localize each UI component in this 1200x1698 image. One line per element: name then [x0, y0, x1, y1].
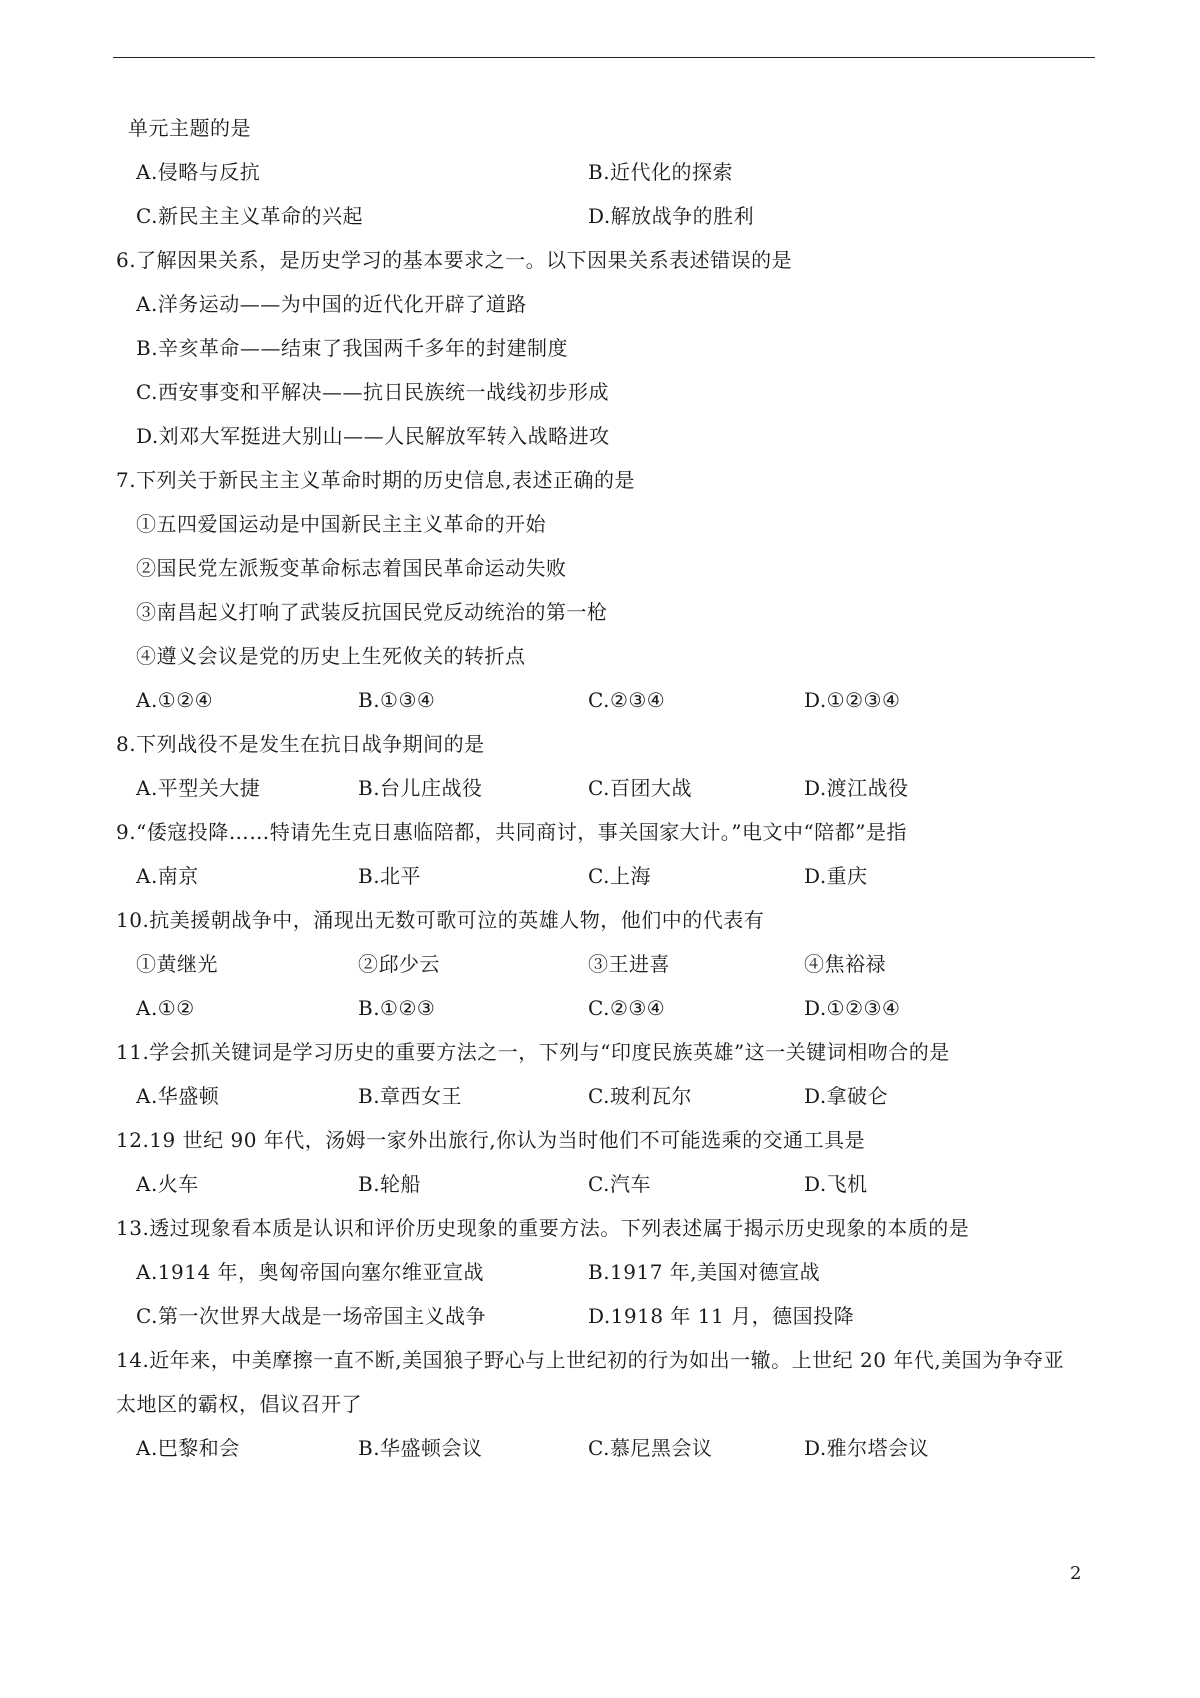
question-14-stem-line-2: 太地区的霸权，倡议召开了	[116, 1392, 362, 1416]
question-9-option-d: D.重庆	[804, 864, 868, 888]
question-10-stem: 10.抗美援朝战争中，涌现出无数可歌可泣的英雄人物，他们中的代表有	[116, 908, 765, 932]
question-6-option-c: C.西安事变和平解决——抗日民族统一战线初步形成	[136, 380, 609, 404]
question-14-option-a: A.巴黎和会	[136, 1436, 240, 1460]
question-9-option-c: C.上海	[588, 864, 651, 888]
question-7-statement-3: ③南昌起义打响了武装反抗国民党反动统治的第一枪	[136, 600, 608, 624]
question-13-option-d: D.1918 年 11 月，德国投降	[588, 1304, 855, 1328]
question-14-option-b: B.华盛顿会议	[358, 1436, 483, 1460]
question-7-option-b: B.①③④	[358, 688, 436, 712]
question-10-option-c: C.②③④	[588, 996, 666, 1020]
question-10-statement-2: ②邱少云	[358, 952, 440, 976]
question-12-option-d: D.飞机	[804, 1172, 868, 1196]
question-5-option-d: D.解放战争的胜利	[588, 204, 755, 228]
question-8-option-b: B.台儿庄战役	[358, 776, 483, 800]
question-14-option-c: C.慕尼黑会议	[588, 1436, 713, 1460]
question-6-option-d: D.刘邓大军挺进大别山——人民解放军转入战略进攻	[136, 424, 610, 448]
question-10-statement-4: ④焦裕禄	[804, 952, 886, 976]
question-5-option-b: B.近代化的探索	[588, 160, 734, 184]
question-6-stem: 6.了解因果关系，是历史学习的基本要求之一。以下因果关系表述错误的是	[116, 248, 793, 272]
question-10-statement-3: ③王进喜	[588, 952, 670, 976]
question-10-option-d: D.①②③④	[804, 996, 901, 1020]
question-5-option-c: C.新民主主义革命的兴起	[136, 204, 363, 228]
question-7-option-c: C.②③④	[588, 688, 666, 712]
question-9-option-b: B.北平	[358, 864, 422, 888]
question-12-stem: 12.19 世纪 90 年代，汤姆一家外出旅行,你认为当时他们不可能选乘的交通工具是	[116, 1128, 866, 1152]
question-10-option-a: A.①②	[136, 996, 195, 1020]
question-11-option-a: A.华盛顿	[136, 1084, 220, 1108]
question-13-option-b: B.1917 年,美国对德宣战	[588, 1260, 821, 1284]
question-6-option-a: A.洋务运动——为中国的近代化开辟了道路	[136, 292, 527, 316]
question-7-stem: 7.下列关于新民主主义革命时期的历史信息,表述正确的是	[116, 468, 635, 492]
question-14-stem-line-1: 14.近年来，中美摩擦一直不断,美国狼子野心与上世纪初的行为如出一辙。上世纪 20 年代,美国为争夺亚	[116, 1348, 1065, 1372]
question-8-stem: 8.下列战役不是发生在抗日战争期间的是	[116, 732, 485, 756]
question-8-option-c: C.百团大战	[588, 776, 692, 800]
question-5-option-a: A.侵略与反抗	[136, 160, 261, 184]
question-11-option-d: D.拿破仑	[804, 1084, 889, 1108]
question-14-option-d: D.雅尔塔会议	[804, 1436, 930, 1460]
question-7-statement-4: ④遵义会议是党的历史上生死攸关的转折点	[136, 644, 526, 668]
question-11-option-c: C.玻利瓦尔	[588, 1084, 692, 1108]
question-5-stem-continuation: 单元主题的是	[128, 116, 251, 140]
question-12-option-a: A.火车	[136, 1172, 199, 1196]
question-12-option-c: C.汽车	[588, 1172, 651, 1196]
question-7-option-a: A.①②④	[136, 688, 214, 712]
question-8-option-d: D.渡江战役	[804, 776, 909, 800]
question-9-option-a: A.南京	[136, 864, 199, 888]
question-7-statement-2: ②国民党左派叛变革命标志着国民革命运动失败	[136, 556, 567, 580]
question-9-stem: 9.“倭寇投降……特请先生克日惠临陪都，共同商讨，事关国家大计。”电文中“陪都”是指	[116, 820, 907, 844]
question-13-option-c: C.第一次世界大战是一场帝国主义战争	[136, 1304, 486, 1328]
question-8-option-a: A.平型关大捷	[136, 776, 261, 800]
question-6-option-b: B.辛亥革命——结束了我国两千多年的封建制度	[136, 336, 569, 360]
question-10-statement-1: ①黄继光	[136, 952, 218, 976]
question-11-option-b: B.章西女王	[358, 1084, 463, 1108]
page-number: 2	[1070, 1563, 1082, 1584]
question-13-stem: 13.透过现象看本质是认识和评价历史现象的重要方法。下列表述属于揭示历史现象的本质的是	[116, 1216, 970, 1240]
question-10-option-b: B.①②③	[358, 996, 436, 1020]
question-7-option-d: D.①②③④	[804, 688, 901, 712]
question-11-stem: 11.学会抓关键词是学习历史的重要方法之一，下列与“印度民族英雄”这一关键词相吻合的是	[116, 1040, 950, 1064]
question-12-option-b: B.轮船	[358, 1172, 422, 1196]
question-13-option-a: A.1914 年，奥匈帝国向塞尔维亚宣战	[136, 1260, 485, 1284]
question-7-statement-1: ①五四爱国运动是中国新民主主义革命的开始	[136, 512, 546, 536]
